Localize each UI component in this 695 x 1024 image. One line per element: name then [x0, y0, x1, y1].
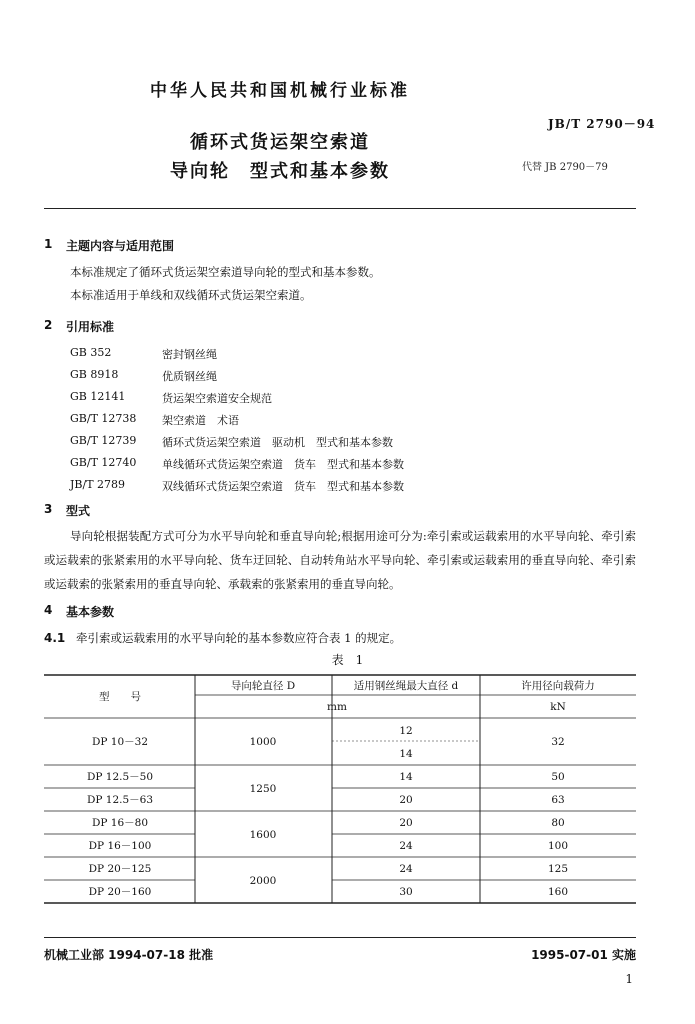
table-cell-model: DP 20－125: [88, 863, 152, 875]
ref-name: 架空索道 术语: [162, 414, 239, 427]
table-cell-load: 63: [551, 794, 565, 806]
document-title-line2: 导向轮 型式和基本参数: [170, 161, 390, 182]
table-cell-diameter: 2000: [249, 875, 277, 887]
header-load: 许用径向载荷力: [521, 680, 595, 692]
table-caption: 表 1: [331, 653, 364, 667]
approval-note: 机械工业部 1994-07-18 批准: [44, 948, 214, 962]
parameter-table: [0, 670, 695, 910]
table-cell-rope: 30: [399, 886, 413, 898]
section4-title: 基本参数: [66, 605, 115, 619]
table-cell-rope: 24: [399, 840, 413, 852]
header-model: 型 号: [99, 691, 141, 703]
subsection-4-1-text: 牵引索或运载索用的水平导向轮的基本参数应符合表 1 的规定。: [76, 631, 402, 645]
ref-code: GB 352: [70, 346, 112, 359]
table-cell-load: 100: [547, 840, 569, 852]
standard-category: 中华人民共和国机械行业标准: [150, 81, 410, 101]
ref-code: GB/T 12740: [70, 456, 137, 469]
table-cell-rope: 14: [399, 771, 413, 783]
section4-number: 4: [44, 603, 53, 617]
header-rule: [44, 208, 636, 209]
section2-title: 引用标准: [66, 320, 115, 334]
table-cell-load: 50: [551, 771, 565, 783]
section1-paragraph2: 本标准适用于单线和双线循环式货运架空索道。: [70, 288, 312, 302]
table-cell-rope: 20: [399, 794, 413, 806]
subsection-4-1-number: 4.1: [44, 631, 66, 645]
header-unit-mm: mm: [327, 701, 347, 713]
table-cell-model: DP 20－160: [88, 886, 152, 898]
ref-code: GB 8918: [70, 368, 119, 381]
ref-name: 双线循环式货运架空索道 货车 型式和基本参数: [162, 480, 404, 493]
ref-name: 循环式货运架空索道 驱动机 型式和基本参数: [162, 436, 393, 449]
section3-number: 3: [44, 502, 53, 516]
ref-name: 密封钢丝绳: [162, 348, 217, 361]
section2-number: 2: [44, 318, 53, 332]
ref-code: GB/T 12739: [70, 434, 137, 447]
table-cell-rope: 20: [399, 817, 413, 829]
table-cell-diameter: 1000: [249, 736, 277, 748]
ref-code: GB 12141: [70, 390, 126, 403]
table-cell-diameter: 1600: [249, 829, 277, 841]
table-cell-rope: 14: [399, 748, 413, 760]
document-title-line1: 循环式货运架空索道: [190, 132, 370, 153]
table-cell-diameter: 1250: [249, 783, 277, 795]
table-cell-model: DP 12.5－50: [86, 771, 154, 783]
page-number: 1: [625, 972, 633, 986]
table-cell-model: DP 10－32: [91, 736, 149, 748]
standard-number: JB/T 2790－94: [548, 117, 656, 131]
table-cell-rope: 12: [399, 725, 413, 737]
ref-name: 货运架空索道安全规范: [162, 392, 272, 405]
header-diameter: 导向轮直径 D: [230, 680, 296, 692]
table-cell-rope: 24: [399, 863, 413, 875]
replaces-standard: 代替 JB 2790－79: [522, 162, 608, 173]
section1-paragraph1: 本标准规定了循环式货运架空索道导向轮的型式和基本参数。: [70, 265, 381, 279]
header-rope: 适用钢丝绳最大直径 d: [353, 680, 459, 692]
header-unit-kn: kN: [550, 701, 566, 713]
footer-rule: [44, 937, 636, 938]
effective-date: 1995-07-01 实施: [531, 948, 636, 962]
table-cell-model: DP 16－100: [88, 840, 152, 852]
ref-code: JB/T 2789: [70, 478, 126, 491]
section3-paragraph: 导向轮根据装配方式可分为水平导向轮和垂直导向轮;根据用途可分为:牵引索或运载索用的水平导向轮、牵引索或运载索的张紧索用的水平导向轮、货车迂回轮、自动转角站水平导向轮、牵引索或运载索用的垂直导向轮、牵引索或运载索的张紧索用的垂直导向轮、承载索的张紧索用的垂直导向轮。: [44, 529, 636, 591]
table-cell-load: 80: [551, 817, 565, 829]
section1-title: 主题内容与适用范围: [66, 239, 175, 253]
ref-code: GB/T 12738: [70, 412, 137, 425]
table-cell-model: DP 12.5－63: [86, 794, 154, 806]
table-cell-load: 32: [551, 736, 565, 748]
section1-number: 1: [44, 237, 53, 251]
table-cell-load: 125: [547, 863, 569, 875]
ref-name: 单线循环式货运架空索道 货车 型式和基本参数: [162, 458, 404, 471]
section3-title: 型式: [66, 504, 91, 518]
ref-name: 优质钢丝绳: [162, 370, 217, 383]
table-cell-load: 160: [547, 886, 569, 898]
table-cell-model: DP 16－80: [91, 817, 149, 829]
